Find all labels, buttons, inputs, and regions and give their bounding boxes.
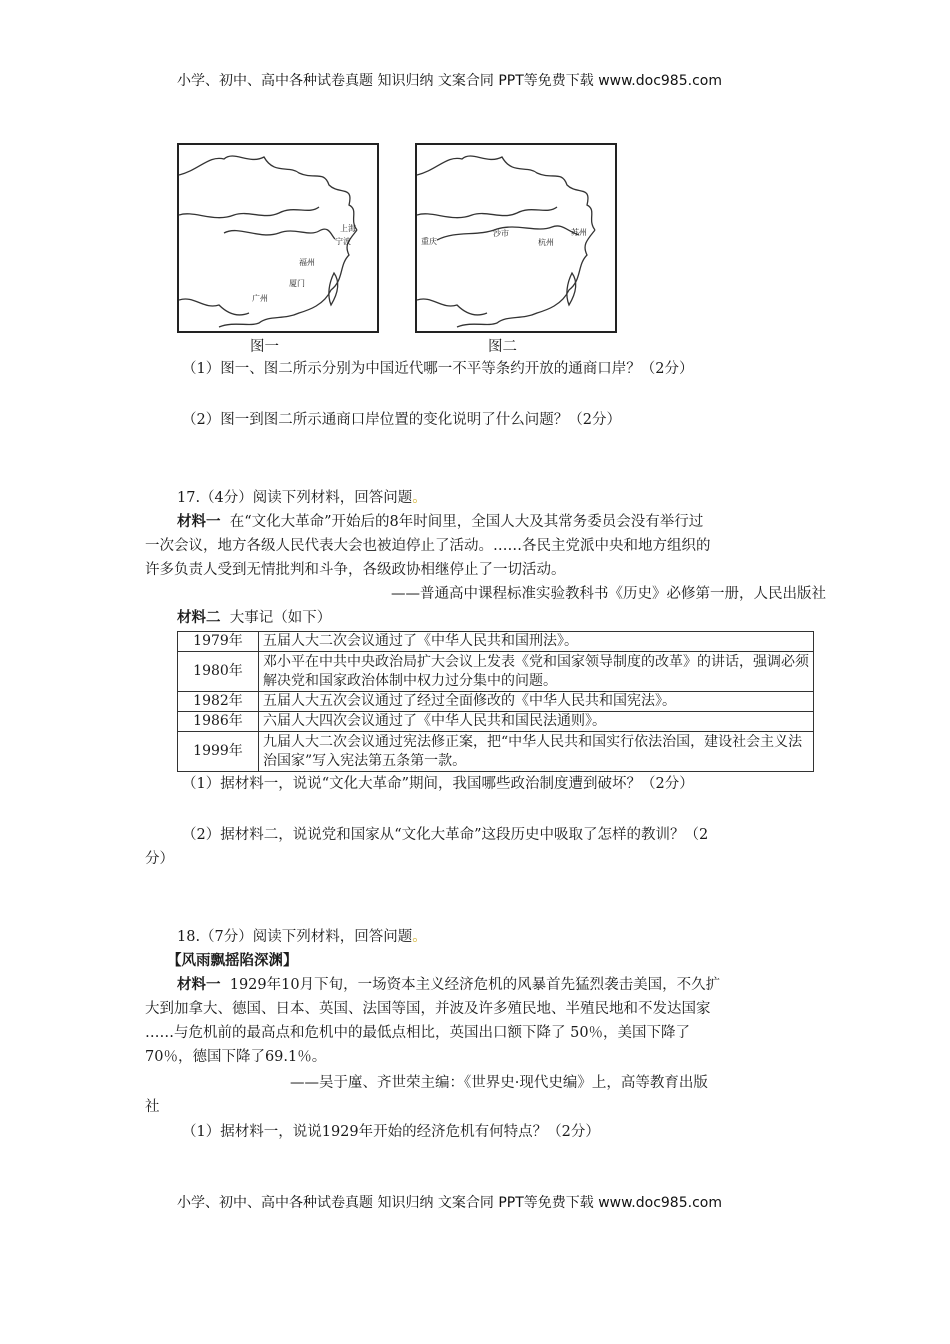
q17-material1-source: ——普通高中课程标准实验教科书《历史》必修第一册，人民出版社: [391, 586, 826, 602]
q18-sub1: （1）据材料一，说说1929年开始的经济危机有何特点？（2分）: [182, 1124, 600, 1140]
event-text: 邓小平在中共中央政治局扩大会议上发表《党和国家领导制度的改革》的讲话，强调必须解决党和国家政治体制中权力过分集中的问题。: [259, 652, 814, 692]
map-caption-2: 图二: [488, 339, 517, 355]
q18-material1-line4: 70％，德国下降了69.1％。: [145, 1049, 327, 1065]
event-year: 1986年: [178, 712, 259, 732]
q17-material2-title: 材料二 大事记（如下）: [177, 609, 332, 626]
city-label: 苏州: [571, 228, 587, 237]
material-label: 材料一: [177, 976, 221, 993]
q18-material1-line1: 材料一 1929年10月下旬，一场资本主义经济危机的风暴首先猛烈袭击美国，不久扩: [177, 976, 721, 993]
q18-material1-source-line2: 社: [145, 1099, 160, 1115]
q17-material1-line1: 材料一 在“文化大革命”开始后的8年时间里，全国人大及其常务委员会没有举行过: [177, 513, 704, 530]
q17-material1-line3: 许多负责人受到无情批判和斗争，各级政协相继停止了一切活动。: [145, 562, 566, 578]
q17-title: 17.（4分）阅读下列材料，回答问题。: [177, 490, 427, 506]
material-label: 材料一: [177, 513, 221, 530]
events-table: [177, 631, 814, 772]
map-figure-2: [415, 143, 617, 333]
table-row: [178, 732, 814, 772]
q18-section-title: 【风雨飘摇陷深渊】: [167, 952, 298, 969]
event-year: 1980年: [178, 652, 259, 692]
event-text: 六届人大四次会议通过了《中华人民共和国民法通则》。: [259, 712, 814, 732]
q16-sub1: （1）图一、图二所示分别为中国近代哪一不平等条约开放的通商口岸？（2分）: [182, 361, 694, 377]
event-text: 五届人大二次会议通过了《中华人民共和国刑法》。: [259, 632, 814, 652]
china-map-2: [417, 145, 615, 331]
city-label: 厦门: [289, 279, 305, 288]
map-figure-1: [177, 143, 379, 333]
event-text: 五届人大五次会议通过了经过全面修改的《中华人民共和国宪法》。: [259, 692, 814, 712]
city-label: 广州: [252, 294, 268, 303]
q17-sub1: （1）据材料一，说说“文化大革命”期间，我国哪些政治制度遭到破坏？（2分）: [182, 776, 694, 792]
q17-sub2-line2: 分）: [145, 851, 174, 867]
map-caption-1: 图一: [250, 339, 279, 355]
q18-material1-line2: 大到加拿大、德国、日本、英国、法国等国，并波及许多殖民地、半殖民地和不发达国家: [145, 1001, 711, 1017]
city-label: 沙市: [493, 229, 509, 238]
q18-material1-source-line1: ——吴于廑、齐世荣主编：《世界史·现代史编》上，高等教育出版: [290, 1075, 708, 1091]
q18-title: 18.（7分）阅读下列材料，回答问题。: [177, 929, 427, 945]
city-label: 福州: [299, 258, 315, 267]
table-row: [178, 652, 814, 692]
page-header: 小学、初中、高中各种试卷真题 知识归纳 文案合同 PPT等免费下载 www.doc985.com: [177, 73, 722, 89]
event-year: 1979年: [178, 632, 259, 652]
material-label: 材料二: [177, 609, 221, 626]
city-label: 上海: [340, 224, 356, 233]
q16-sub2: （2）图一到图二所示通商口岸位置的变化说明了什么问题？（2分）: [182, 412, 621, 428]
city-label: 杭州: [538, 238, 554, 247]
q18-material1-line3: ……与危机前的最高点和危机中的最低点相比，英国出口额下降了 50％，美国下降了: [145, 1025, 691, 1041]
event-year: 1982年: [178, 692, 259, 712]
page-footer: 小学、初中、高中各种试卷真题 知识归纳 文案合同 PPT等免费下载 www.doc985.com: [177, 1195, 722, 1211]
q17-material1-line2: 一次会议，地方各级人民代表大会也被迫停止了活动。……各民主党派中央和地方组织的: [145, 538, 711, 554]
q17-sub2-line1: （2）据材料二，说说党和国家从“文化大革命”这段历史中吸取了怎样的教训？（2: [182, 827, 709, 843]
city-label: 宁波: [335, 237, 351, 246]
table-row: [178, 712, 814, 732]
table-row: [178, 692, 814, 712]
city-label: 重庆: [421, 237, 437, 246]
table-row: [178, 632, 814, 652]
event-year: 1999年: [178, 732, 259, 772]
event-text: 九届人大二次会议通过宪法修正案，把“中华人民共和国实行依法治国，建设社会主义法治国家”写入宪法第五条第一款。: [259, 732, 814, 772]
